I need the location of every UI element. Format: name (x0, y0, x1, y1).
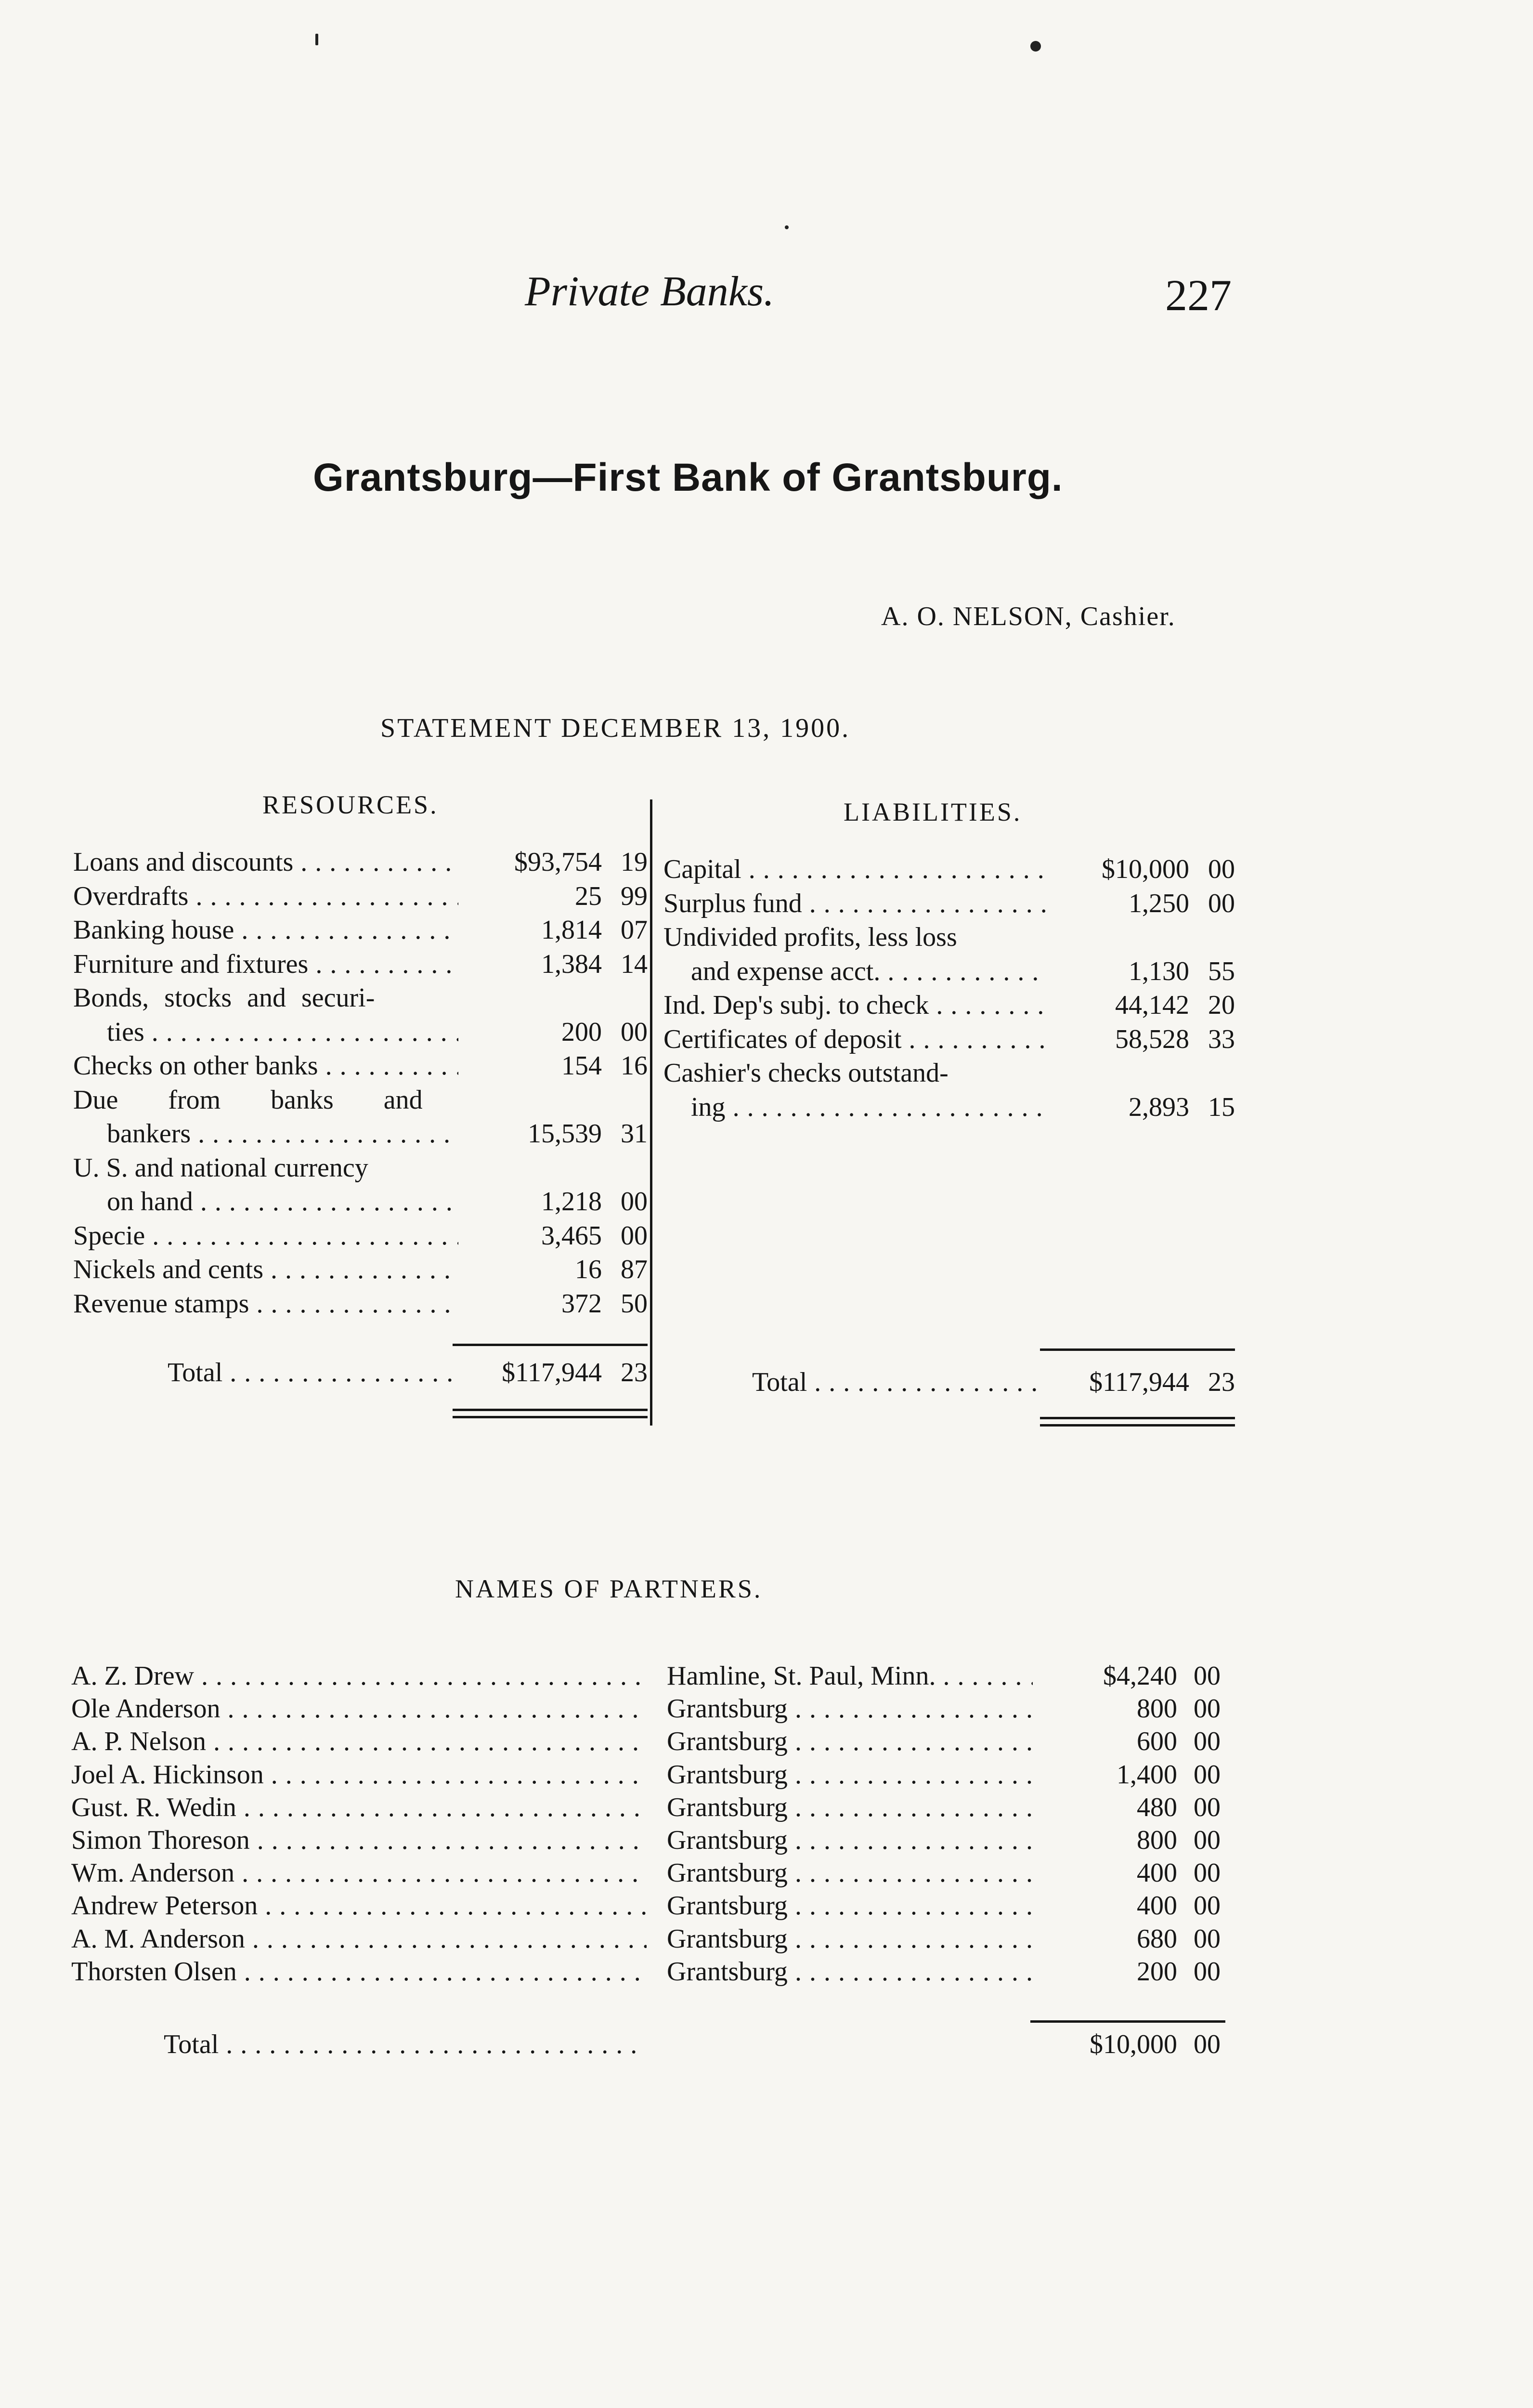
liabilities-double-rule-1 (1040, 1417, 1235, 1419)
partners-total-cents: 00 (1194, 2029, 1221, 2059)
resources-row (0, 1185, 650, 1218)
cashier-line: A. O. NELSON, Cashier. (881, 602, 1176, 631)
liabilities-row (0, 1090, 1533, 1124)
liabilities-row-dollars: $10,000 (1102, 854, 1189, 884)
partner-cents: 00 (1194, 1759, 1221, 1790)
resources-total-label: Total . . . (168, 1356, 455, 1389)
partner-dollars: 800 (1137, 1825, 1177, 1855)
partner-row (0, 1725, 1533, 1758)
liabilities-row-label: Ind. Dep's subj. to check . . . (663, 988, 1046, 1022)
partners-total-label: Total . . . (164, 2028, 645, 2061)
partner-dollars: 800 (1137, 1694, 1177, 1724)
partner-dollars: 200 (1137, 1956, 1177, 1987)
liabilities-row-cents: 55 (1208, 956, 1235, 986)
partner-row (0, 1758, 1533, 1792)
liabilities-row-label: Undivided profits, less loss (663, 922, 957, 952)
liabilities-row (0, 1056, 1533, 1090)
liabilities-row-label: Capital . . . (663, 852, 1046, 886)
partner-residence: Grantsburg . . . (667, 1856, 1033, 1890)
partner-cents: 00 (1194, 1956, 1221, 1987)
partner-dollars: 480 (1137, 1792, 1177, 1822)
liabilities-row-dollars: 2,893 (1129, 1092, 1189, 1122)
resources-row-label: on hand . . . (107, 1185, 458, 1218)
resources-row-label: U. S. and national currency (73, 1152, 368, 1183)
partner-residence: Grantsburg . . . (667, 1889, 1033, 1923)
resources-double-rule-1 (453, 1409, 648, 1411)
partner-cents: 00 (1194, 1924, 1221, 1954)
resources-row-cents: 19 (621, 847, 648, 877)
partner-name: Gust. R. Wedin . . . (71, 1791, 647, 1824)
scan-speck (785, 225, 789, 229)
resources-row-label: Revenue stamps . . . (73, 1287, 458, 1321)
liabilities-total-row (0, 1365, 1533, 1399)
resources-row-cents: 31 (621, 1119, 648, 1149)
partner-name: Ole Anderson . . . (71, 1692, 647, 1726)
partner-row (0, 1659, 1533, 1693)
liabilities-double-rule-2 (1040, 1424, 1235, 1426)
partner-row (0, 1823, 1533, 1857)
resources-row (0, 1253, 650, 1286)
partner-row (0, 1692, 1533, 1726)
resources-row-label: bankers . . . (107, 1117, 458, 1151)
resources-row-label: Overdrafts . . . (73, 879, 458, 913)
resources-total-cents: 23 (621, 1358, 648, 1387)
resources-row-dollars: 16 (575, 1255, 602, 1284)
resources-row-label: Nickels and cents . . . (73, 1253, 458, 1286)
partner-residence: Grantsburg . . . (667, 1725, 1033, 1758)
resources-row-label: ties . . . (107, 1015, 458, 1049)
liabilities-row-label: Certificates of deposit . . . (663, 1022, 1046, 1056)
resources-row-cents: 50 (621, 1288, 648, 1319)
resources-row-label: Specie . . . (73, 1219, 458, 1253)
bank-title: Grantsburg—First Bank of Grantsburg. (313, 456, 1063, 499)
resources-row-dollars: 15,539 (528, 1119, 602, 1149)
partners-heading: NAMES OF PARTNERS. (455, 1574, 763, 1603)
partner-dollars: 600 (1137, 1727, 1177, 1757)
partner-cents: 00 (1194, 1694, 1221, 1724)
partner-row (0, 1955, 1533, 1989)
partner-cents: 00 (1194, 1858, 1221, 1888)
resources-row-dollars: 25 (575, 881, 602, 911)
liabilities-row-dollars: 1,250 (1129, 888, 1189, 918)
liabilities-total-cents: 23 (1208, 1367, 1235, 1397)
liabilities-row-label: and expense acct. . . . (691, 955, 1046, 988)
liabilities-total-label: Total . . . (752, 1365, 1044, 1399)
liabilities-row-cents: 20 (1208, 990, 1235, 1020)
partner-dollars: 680 (1137, 1924, 1177, 1954)
page-number: 227 (1165, 271, 1232, 320)
resources-row (0, 1151, 650, 1185)
partner-name: Wm. Anderson . . . (71, 1856, 647, 1890)
partner-dollars: 400 (1137, 1891, 1177, 1921)
liabilities-row-dollars: 1,130 (1129, 956, 1189, 986)
partner-name: A. M. Anderson . . . (71, 1922, 647, 1956)
resources-double-rule-2 (453, 1416, 648, 1418)
liabilities-row (0, 920, 1533, 954)
partner-residence: Grantsburg . . . (667, 1922, 1033, 1956)
liabilities-row (0, 955, 1533, 988)
resources-total-dollars: $117,944 (502, 1358, 602, 1387)
resources-row-dollars: 154 (561, 1051, 602, 1081)
resources-row (0, 1287, 650, 1321)
resources-row-cents: 14 (621, 949, 648, 979)
partner-residence: Grantsburg . . . (667, 1791, 1033, 1824)
resources-row-dollars: 1,384 (541, 949, 602, 979)
liabilities-row-dollars: 58,528 (1115, 1024, 1189, 1054)
partner-dollars: 1,400 (1117, 1759, 1177, 1790)
partner-residence: Grantsburg . . . (667, 1955, 1033, 1989)
liabilities-row-cents: 00 (1208, 888, 1235, 918)
liabilities-total-dollars: $117,944 (1089, 1367, 1189, 1397)
running-title: Private Banks. (525, 268, 775, 315)
partner-row (0, 1856, 1533, 1890)
partner-cents: 00 (1194, 1727, 1221, 1757)
partner-dollars: 400 (1137, 1858, 1177, 1888)
resources-row (0, 1219, 650, 1253)
partners-total-dollars: $10,000 (1090, 2029, 1177, 2059)
resources-row-cents: 00 (621, 1017, 648, 1047)
resources-row-label: Loans and discounts . . . (73, 845, 458, 879)
resources-row-dollars: 1,218 (541, 1187, 602, 1217)
partner-name: Simon Thoreson . . . (71, 1823, 647, 1857)
partner-name: Thorsten Olsen . . . (71, 1955, 647, 1989)
partner-residence: Grantsburg . . . (667, 1758, 1033, 1792)
scan-speck (1030, 41, 1041, 52)
resources-row-dollars: 3,465 (541, 1220, 602, 1251)
resources-total-rule (453, 1344, 648, 1346)
partner-cents: 00 (1194, 1661, 1221, 1691)
resources-row-dollars: 1,814 (541, 915, 602, 945)
partner-dollars: $4,240 (1103, 1661, 1177, 1691)
liabilities-row-label: ing . . . (691, 1090, 1046, 1124)
resources-row-label: Bonds, stocks and securi- (73, 983, 375, 1013)
partner-row (0, 1889, 1533, 1923)
liabilities-row-label: Cashier's checks outstand- (663, 1058, 948, 1088)
resources-row-cents: 00 (621, 1187, 648, 1217)
statement-date: STATEMENT DECEMBER 13, 1900. (380, 713, 851, 743)
liabilities-row (0, 852, 1533, 886)
resources-row-cents: 07 (621, 915, 648, 945)
partner-name: Joel A. Hickinson . . . (71, 1758, 647, 1792)
resources-row-label: Checks on other banks . . . (73, 1049, 458, 1083)
partner-cents: 00 (1194, 1825, 1221, 1855)
partner-residence: Hamline, St. Paul, Minn. . . . (667, 1659, 1033, 1693)
resources-row-label: Furniture and fixtures . . . (73, 947, 458, 981)
liabilities-row (0, 988, 1533, 1022)
liabilities-row-cents: 33 (1208, 1024, 1235, 1054)
resources-row-dollars: $93,754 (514, 847, 602, 877)
resources-heading: RESOURCES. (262, 790, 439, 819)
partner-name: A. P. Nelson . . . (71, 1725, 647, 1758)
resources-row-dollars: 200 (561, 1017, 602, 1047)
liabilities-row-dollars: 44,142 (1115, 990, 1189, 1020)
liabilities-row (0, 1022, 1533, 1056)
resources-row-cents: 16 (621, 1051, 648, 1081)
liabilities-row-cents: 15 (1208, 1092, 1235, 1122)
partner-row (0, 1922, 1533, 1956)
liabilities-row-label: Surplus fund . . . (663, 887, 1046, 920)
resources-row-cents: 99 (621, 881, 648, 911)
liabilities-row-cents: 00 (1208, 854, 1235, 884)
partner-row (0, 1791, 1533, 1824)
resources-row-cents: 00 (621, 1220, 648, 1251)
partner-cents: 00 (1194, 1891, 1221, 1921)
resources-row-cents: 87 (621, 1255, 648, 1284)
partners-total-row (0, 2028, 1533, 2061)
resources-row-dollars: 372 (561, 1288, 602, 1319)
partner-residence: Grantsburg . . . (667, 1823, 1033, 1857)
liabilities-heading: LIABILITIES. (844, 798, 1022, 826)
liabilities-row (0, 887, 1533, 920)
partner-residence: Grantsburg . . . (667, 1692, 1033, 1726)
resources-row-label: Due from banks and (73, 1085, 423, 1115)
resources-row-label: Banking house . . . (73, 913, 458, 947)
liabilities-total-rule (1040, 1348, 1235, 1351)
partner-name: Andrew Peterson . . . (71, 1889, 647, 1923)
partners-total-rule (1030, 2020, 1225, 2023)
partner-name: A. Z. Drew . . . (71, 1659, 647, 1693)
partner-cents: 00 (1194, 1792, 1221, 1822)
scan-speck (315, 34, 318, 45)
